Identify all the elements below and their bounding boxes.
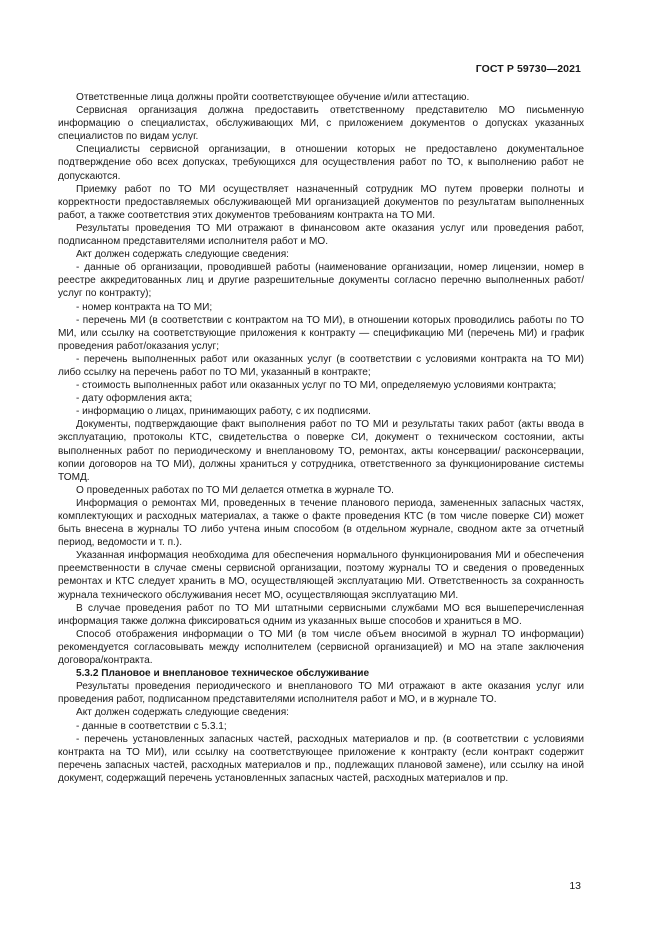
list-item: - дату оформления акта; xyxy=(76,393,193,405)
paragraph: Акт должен содержать следующие сведения: xyxy=(76,707,289,719)
list-item: - данные в соответствии с 5.3.1; xyxy=(76,720,227,732)
paragraph: В случае проведения работ по ТО МИ штатными сервисными службами МО вся вышеперечисленная информация также должна фиксироваться одним из указанных выше способов и храниться в МО. xyxy=(58,602,584,627)
paragraph: О проведенных работах по ТО МИ делается отметка в журнале ТО. xyxy=(76,484,394,496)
paragraph: Приемку работ по ТО МИ осуществляет назначенный сотрудник МО путем проверки полноты и корректности предоставляемых обслуживающей МИ организацией документов по результатам выполненных работ, а также соответствия этих документов требованиям контракта на ТО МИ. xyxy=(58,183,584,221)
paragraph: Способ отображения информации о ТО МИ (в том числе объем вносимой в журнал ТО информации) рекомендуется согласовывать между исполнителем (сервисной организацией) и МО на этапе заключения договора/контракта. xyxy=(58,628,584,667)
section-heading: 5.3.2 Плановое и внеплановое техническое обслуживание xyxy=(76,668,370,680)
paragraph: Результаты проведения периодического и внепланового ТО МИ отражают в акте оказания услуг или проведения работ, подписанном представителями исполнителя работ и МО, и в журнале ТО. xyxy=(58,681,584,706)
list-item: - стоимость выполненных работ или оказанных услуг по ТО МИ, определяемую условиями контракта; xyxy=(76,380,557,392)
paragraph: Специалисты сервисной организации, в отношении которых не предоставлено документальное подтверждение обо всех допусках, требующихся для осуществления работ по ТО, к выполнению работ не допускаются. xyxy=(58,144,584,182)
list-item: - перечень установленных запасных частей, расходных материалов и пр. (в соответствии с условиями контракта на ТО МИ), или ссылку на соответствующее приложение к контракту (если контракт содержит перечень запасных частей, расходных материалов и пр., подлежащих плановой замене), или ссылку на иной документ, содержащий перечень установленных запасных частей, расходных материалов и пр. xyxy=(58,733,584,784)
paragraph: Указанная информация необходима для обеспечения нормального функционирования МИ и обеспечения преемственности в случае смены сервисной организации, поэтому журналы ТО и сведения о проведенных ремонтах и КТС следует хранить в МО, осуществляющей эксплуатацию МИ. Ответственность за сохранность журнала технического обслуживания несет МО, осуществляющая эксплуатацию МИ. xyxy=(58,550,584,601)
list-item: - перечень МИ (в соответствии с контрактом на ТО МИ), в отношении которых проводились работы по ТО МИ, или ссылку на соответствующие приложения к контракту — спецификацию МИ (перечень МИ) и график проведения работ/оказания услуг; xyxy=(58,314,584,352)
page-number: 13 xyxy=(569,880,581,892)
list-item: - информацию о лицах, принимающих работу, с их подписями. xyxy=(76,406,371,418)
standard-header: ГОСТ Р 59730—2021 xyxy=(475,63,581,75)
paragraph: Документы, подтверждающие факт выполнения работ по ТО МИ и результаты таких работ (акты ввода в эксплуатацию, протоколы КТС, свидетельства о поверке СИ, документ о техническом состоянии, акты выполненных работ по периодическому и внеплановому ТО, ремонтах, акты консервации/ расконсервации, копии договоров на ТО МИ), должны храниться у сотрудника, ответственного за функционирование системы ТОМД. xyxy=(58,419,584,483)
list-item: - номер контракта на ТО МИ; xyxy=(76,301,213,313)
list-item: - перечень выполненных работ или оказанных услуг (в соответствии с условиями контракта на ТО МИ) либо ссылку на перечень работ по ТО МИ, указанный в контракте; xyxy=(58,353,584,378)
paragraph: Ответственные лица должны пройти соответствующее обучение и/или аттестацию. xyxy=(76,92,470,103)
paragraph: Сервисная организация должна предоставить ответственному представителю МО письменную информацию о специалистах, обслуживающих МИ, с приложением документов о допусках указанных специалистов по видам услуг. xyxy=(58,105,584,143)
paragraph: Акт должен содержать следующие сведения: xyxy=(76,249,289,261)
document-body xyxy=(58,91,584,785)
list-item: - данные об организации, проводившей работы (наименование организации, номер лицензии, номер в реестре аккредитованных лиц и другие разрешительные документы согласно перечню выполненных работ/услуг по контракту); xyxy=(58,262,584,300)
paragraph: Информация о ремонтах МИ, проведенных в течение планового периода, замененных запасных частях, комплектующих и расходных материалах, а также о факте проведения КТС (в том числе поверке СИ) может быть внесена в журналы ТО либо учтена иным способом (в отдельном журнале, сводном акте за отчетный период, ведомости и т. п.). xyxy=(58,497,584,549)
paragraph: Результаты проведения ТО МИ отражают в финансовом акте оказания услуг или проведения работ, подписанном представителями исполнителя работ и МО. xyxy=(58,222,584,248)
